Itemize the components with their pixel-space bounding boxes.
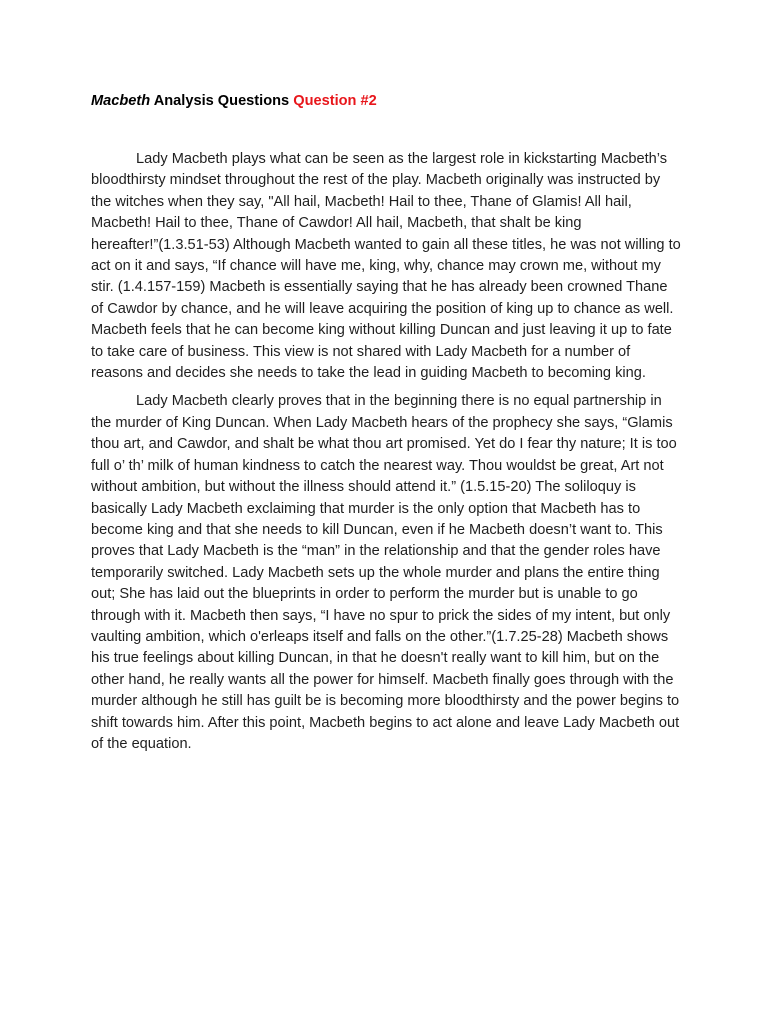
title-question-number: Question #2: [293, 93, 377, 109]
document-title: [91, 91, 377, 111]
title-play-name: Macbeth: [91, 93, 151, 109]
paragraph-2: Lady Macbeth clearly proves that in the beginning there is no equal partnership in the murder of King Duncan. When Lady Macbeth hears of the prophecy she says, “Glamis thou art, and Cawdor, and shalt be what thou art promised. Yet do I fear thy nature; It is too full o’ th’ milk of human kindness to catch the nearest way. Thou wouldst be great, Art not without ambition, but without the illness should attend it.” (1.5.15-20) The soliloquy is basically Lady Macbeth exclaiming that murder is the only option that Macbeth has to become king and that she needs to kill Duncan, even if he Macbeth doesn’t want to. This proves that Lady Macbeth is the “man” in the relationship and that the gender roles have temporarily switched. Lady Macbeth sets up the whole murder and plans the entire thing out; She has laid out the blueprints in order to perform the murder but is unable to go through with it. Macbeth then says, “I have no spur to prick the sides of my intent, but only vaulting ambition, which o'erleaps itself and falls on the other.”(1.7.25-28) Macbeth shows his true feelings about killing Duncan, in that he doesn't really want to kill him, but on the other hand, he really wants all the power for himself. Macbeth finally goes through with the murder although he still has guilt be is becoming more bloodthirsty and the power begins to shift towards him. After this point, Macbeth begins to act alone and leave Lady Macbeth out of the equation.: [91, 393, 680, 752]
title-main-text: Analysis Questions: [150, 93, 294, 109]
document-body: [91, 149, 681, 755]
paragraph-1: Lady Macbeth plays what can be seen as the largest role in kickstarting Macbeth’s bloodthirsty mindset throughout the rest of the play. Macbeth originally was instructed by the witches when they say, "All hail, Macbeth! Hail to thee, Thane of Glamis! All hail, Macbeth! Hail to thee, Thane of Cawdor! All hail, Macbeth, that shalt be king hereafter!”(1.3.51-53) Although Macbeth wanted to gain all these titles, he was not willing to act on it and says, “If chance will have me, king, why, chance may crown me, without my stir. (1.4.157-159) Macbeth is essentially saying that he has already been crowned Thane of Cawdor by chance, and he will leave acquiring the position of king up to chance as well. Macbeth feels that he can become king without killing Duncan and just leaving it up to fate to take care of business. This view is not shared with Lady Macbeth for a number of reasons and decides she needs to take the lead in guiding Macbeth to becoming king.: [91, 151, 681, 382]
